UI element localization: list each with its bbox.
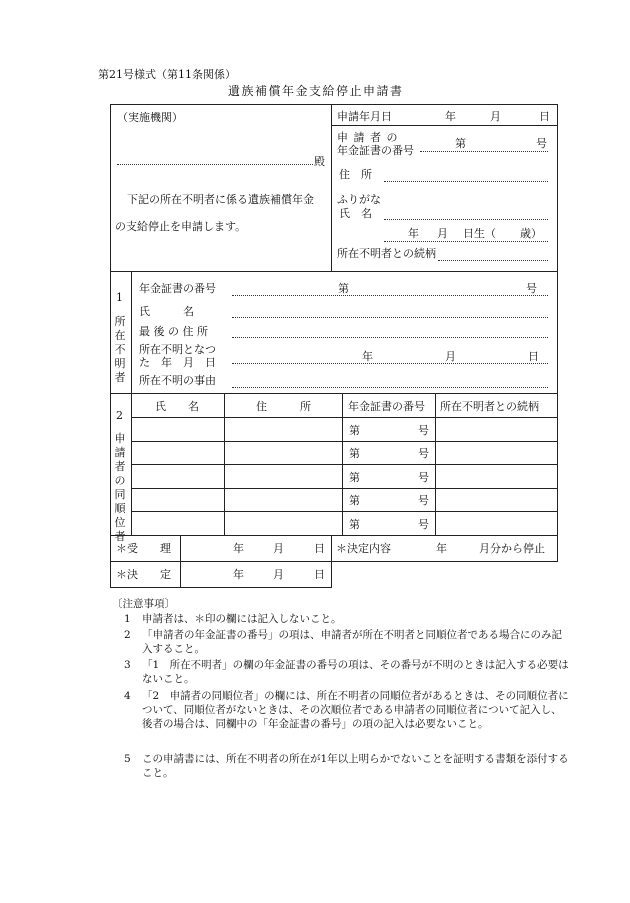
agency-label: （実施機関） [117,111,183,124]
missing-cert-go: 号 [526,282,537,295]
missing-date-day: 日 [528,350,539,363]
relation-label: 所在不明者との続柄 [337,247,436,260]
applicant-cert-dai: 第 [455,137,466,150]
section1-divider [131,271,132,394]
decision-label: ＊決 定 [116,568,171,581]
row3-go: 号 [418,471,429,484]
receipt-month: 月 [273,542,284,555]
request-text-2: の支給停止を申請します。 [115,220,247,233]
reason-field[interactable] [232,386,548,388]
s2-row-line-5 [131,511,558,512]
dono-text: 殿 [314,155,325,168]
birth-year: 年 [408,227,419,240]
office-div-2 [331,535,332,562]
decision-month: 月 [273,568,284,581]
s2-row-line-1 [131,417,558,418]
decision-content-label: ＊決定内容 [336,542,391,555]
address-field[interactable] [384,180,548,182]
section2-label: 申請者の同順位者 [114,432,126,543]
top-divider [331,104,332,272]
row2-go: 号 [418,447,429,460]
receipt-label: ＊受 理 [116,542,171,555]
notes-heading: 〔注意事項〕 [112,598,175,610]
office-div-3 [180,561,181,588]
stop-year: 年 [436,542,447,555]
missing-cert-label: 年金証書の番号 [139,282,216,295]
note-2-text: 「申請者の年金証書の番号」の項は、申請者が所在不明者と同順位者である場合にのみ記入すること。 [142,629,562,655]
decision-day: 日 [314,568,325,581]
row3-dai: 第 [349,471,360,484]
section2-number: 2 [116,409,123,422]
birthdate-field[interactable] [384,240,548,242]
note-1-no: 1 [124,613,131,625]
missing-date-label-1: 所在不明となつ [139,343,216,356]
applicant-cert-field[interactable] [420,150,548,152]
note-1-text: 申請者は、＊印の欄には記入しないこと。 [142,613,342,625]
col-header-cert: 年金証書の番号 [348,400,425,413]
note-5-no: 5 [124,753,131,765]
missing-date-month: 月 [445,350,456,363]
row1-go: 号 [418,424,429,437]
missing-date-year: 年 [362,350,373,363]
col-header-name: 氏 名 [155,400,199,413]
form-number: 第21号様式（第11条関係） [98,68,236,81]
s2-row-line-3 [131,464,558,465]
s2-row-line-2 [131,441,558,442]
note-4-text: 「2 申請者の同順位者」の欄には、所在不明者の同順位者があるときは、その同順位者について、同順位者がないときは、その次順位者である申請者の同順位者について記入し、後者の場合は、同欄中の「年金証書の番号」の項の記入は必要ないこと。 [142,690,569,730]
last-address-label: 最 後 の 住 所 [139,325,208,338]
address-label: 住 所 [339,168,372,181]
missing-name-label: 氏 名 [139,305,194,318]
s2-row-line-4 [131,488,558,489]
form-title: 遺族補償年金支給停止申請書 [228,84,404,98]
top-block [110,104,558,272]
note-3-text: 「1 所在不明者」の欄の年金証書の番号の項は、その番号が不明のときは記入する必要はないこと。 [142,659,569,685]
name-field[interactable] [384,218,548,220]
missing-cert-dai: 第 [338,282,349,295]
section1-label: 所在不明者 [114,315,126,384]
missing-date-field[interactable] [232,362,548,364]
date-year: 年 [445,110,456,123]
age-text: 歳） [520,227,542,240]
application-date-label: 申請年月日 [337,110,392,123]
applicant-cert-label-1: 申 請 者 の [337,131,399,144]
row4-dai: 第 [349,494,360,507]
request-text-1: 下記の所在不明者に係る遺族補償年金 [127,193,314,206]
note-4-no: 4 [124,690,131,702]
section1-number: 1 [116,291,123,304]
row5-go: 号 [418,518,429,531]
applicant-cert-go: 号 [536,137,547,150]
furigana-label: ふりがな [337,193,381,206]
birth-month: 月 [437,227,448,240]
date-month: 月 [490,110,501,123]
row4-go: 号 [418,494,429,507]
name-label: 氏 名 [339,207,372,220]
decision-year: 年 [233,568,244,581]
stop-text: 月分から停止 [479,542,545,555]
col-header-address: 住 所 [256,400,311,413]
receipt-day: 日 [314,542,325,555]
col-header-relation: 所在不明者との続柄 [440,400,539,413]
birth-day: 日生（ [463,227,496,240]
row2-dai: 第 [349,447,360,460]
relation-field[interactable] [438,259,548,261]
row1-dai: 第 [349,424,360,437]
missing-date-label-2: た 年 月 日 [139,356,216,369]
date-day: 日 [539,110,550,123]
missing-name-field[interactable] [232,316,548,318]
row5-dai: 第 [349,518,360,531]
office-div-1 [180,535,181,562]
note-2-no: 2 [124,629,131,641]
receipt-year: 年 [233,542,244,555]
applicant-cert-label-2: 年金証書の番号 [337,144,414,157]
missing-cert-field[interactable] [232,294,548,296]
agency-name-field[interactable] [117,163,313,165]
last-address-field[interactable] [232,336,548,338]
date-row-line [331,125,558,126]
note-3-no: 3 [124,659,131,671]
note-5-text: この申請書には、所在不明者の所在が1年以上明らかでないことを証明する書類を添付すること。 [142,753,569,779]
reason-label: 所在不明の事由 [139,374,216,387]
